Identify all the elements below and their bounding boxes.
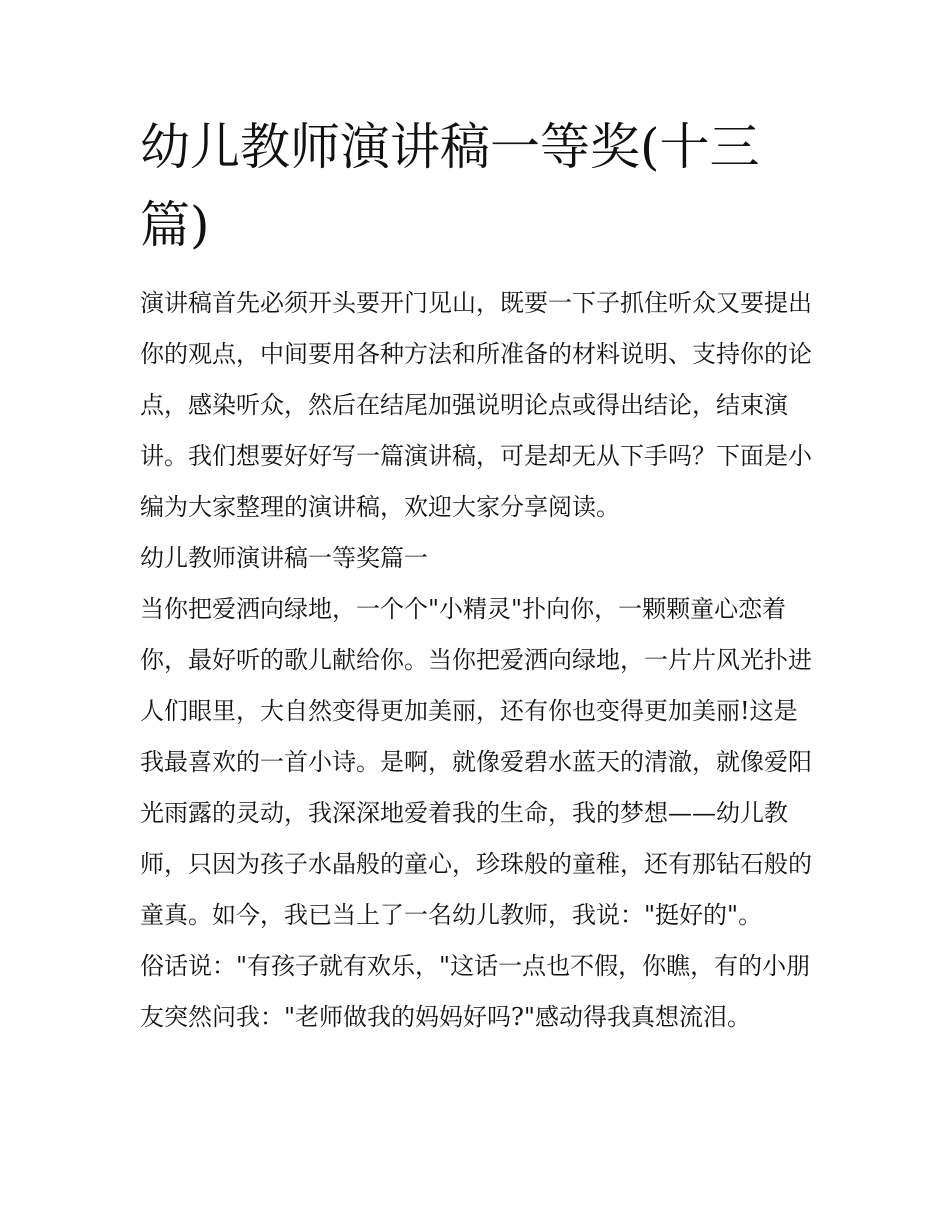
intro-paragraph: 演讲稿首先必须开头要开门见山，既要一下子抓住听众又要提出你的观点，中间要用各种方法和所准备的材料说明、支持你的论点，感染听众，然后在结尾加强说明论点或得出结论，结束演讲。我们想要好好写一篇演讲稿，可是却无从下手吗？下面是小编为大家整理的演讲稿，欢迎大家分享阅读。 [140, 289, 812, 521]
body-paragraph-2: 俗话说："有孩子就有欢乐，"这话一点也不假，你瞧，有的小朋友突然问我："老师做我的妈妈好吗?"感动得我真想流泪。 [140, 952, 811, 1031]
section-heading: 幼儿教师演讲稿一等奖篇一 [140, 544, 428, 572]
document-page [140, 108, 812, 1043]
body-paragraph-1: 当你把爱洒向绿地，一个个"小精灵"扑向你，一颗颗童心恋着你，最好听的歌儿献给你。当你把爱洒向绿地，一片片风光扑进人们眼里，大自然变得更加美丽，还有你也变得更加美丽!这是我最喜欢的一首小诗。是啊，就像爱碧水蓝天的清澈，就像爱阳光雨露的灵动，我深深地爱着我的生命，我的梦想——幼儿教师，只因为孩子水晶般的童心，珍珠般的童稚，还有那钻石般的童真。如今，我已当上了一名幼儿教师，我说："挺好的"。 [140, 595, 812, 929]
document-title: 幼儿教师演讲稿一等奖(十三篇) [140, 118, 760, 254]
